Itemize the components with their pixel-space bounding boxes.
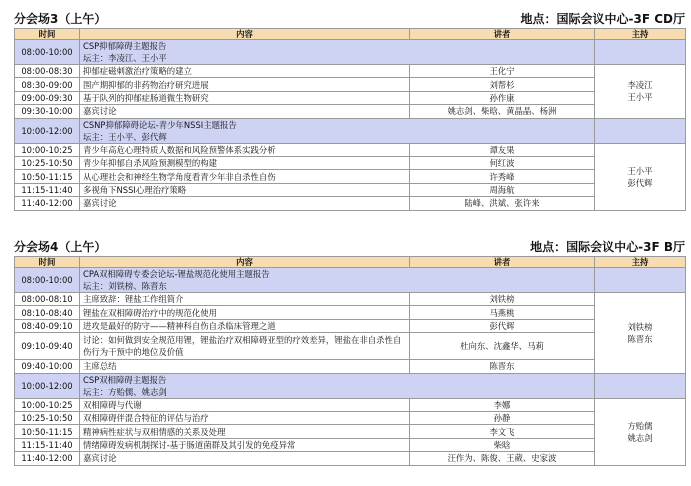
header-content: 内容	[80, 257, 410, 268]
host-name: 姚志剑	[627, 432, 653, 443]
block-title-cell	[80, 268, 595, 293]
header-time: 时间	[15, 29, 80, 40]
row-time: 08:10-08:40	[15, 306, 80, 319]
block-title-cell	[80, 118, 595, 143]
row-speaker: 王化宁	[410, 65, 595, 78]
row-speaker: 陆峰、洪斌、张许来	[410, 197, 595, 210]
table-row	[15, 398, 686, 411]
table-row	[15, 156, 686, 169]
table-row	[15, 78, 686, 91]
session-4	[14, 238, 685, 466]
row-time: 11:40-12:00	[15, 197, 80, 210]
table-row	[15, 170, 686, 183]
row-time: 10:25-10:50	[15, 411, 80, 424]
block-header-row	[15, 268, 686, 293]
host-name: 陈晋东	[627, 333, 653, 344]
row-speaker: 姚志剑、柴晗、黄晶晶、杨洲	[410, 105, 595, 118]
row-speaker: 柴晗	[410, 438, 595, 451]
row-time: 09:40-10:00	[15, 360, 80, 373]
table-row	[15, 91, 686, 104]
schedule-table	[14, 256, 686, 466]
row-content: 基于队列的抑郁症肠道微生物研究	[80, 91, 410, 104]
row-content: 抑郁症磁刺激治疗策略的建立	[80, 65, 410, 78]
block-host-empty	[595, 268, 686, 293]
row-speaker: 何红波	[410, 156, 595, 169]
row-speaker: 汪作为、陈俊、王葳、史家波	[410, 452, 595, 465]
table-row	[15, 306, 686, 319]
row-speaker: 彭代辉	[410, 319, 595, 332]
row-content: 进攻是最好的防守——精神科自伤自杀临床管理之道	[80, 319, 410, 332]
table-header-row	[15, 29, 686, 40]
row-content: 青少年高危心理特质人数据和风险预警体系实践分析	[80, 143, 410, 156]
row-time: 09:10-09:40	[15, 333, 80, 360]
table-row	[15, 319, 686, 332]
header-time: 时间	[15, 257, 80, 268]
block-host	[595, 398, 686, 465]
row-content: 精神病性症状与双相情感的关系及处理	[80, 425, 410, 438]
block-title-cell	[80, 40, 595, 65]
row-time: 10:25-10:50	[15, 156, 80, 169]
block-chairs: 坛主：李凌江、王小平	[83, 53, 167, 63]
header-host: 主持	[595, 257, 686, 268]
table-row	[15, 65, 686, 78]
row-time: 08:00-08:30	[15, 65, 80, 78]
header-content: 内容	[80, 29, 410, 40]
table-row	[15, 293, 686, 306]
row-content: 从心理社会和神经生物学角度看青少年非自杀性自伤	[80, 170, 410, 183]
row-content: 多视角下NSSI心理治疗策略	[80, 183, 410, 196]
session-title: 分会场4（上午）	[14, 240, 107, 254]
table-row	[15, 143, 686, 156]
row-speaker: 陈晋东	[410, 360, 595, 373]
block-title-cell	[80, 373, 595, 398]
session-title: 分会场3（上午）	[14, 12, 107, 26]
host-name: 王小平	[627, 92, 653, 103]
block-host-empty	[595, 118, 686, 143]
row-time: 08:30-09:00	[15, 78, 80, 91]
block-title: CSNP抑郁障碍论坛-青少年NSSI主题报告	[83, 119, 237, 130]
table-row	[15, 425, 686, 438]
row-speaker: 马燕桃	[410, 306, 595, 319]
host-name: 刘铁榜	[627, 321, 653, 332]
row-speaker: 刘帮杉	[410, 78, 595, 91]
block-header-row	[15, 40, 686, 65]
row-content: 主席总结	[80, 360, 410, 373]
header-host: 主持	[595, 29, 686, 40]
row-time: 11:15-11:40	[15, 438, 80, 451]
block-time: 10:00-12:00	[15, 118, 80, 143]
table-row	[15, 105, 686, 118]
row-content: 双相障碍伴混合特征的评估与治疗	[80, 411, 410, 424]
row-content: 讨论：如何做到安全规范用锂，锂盐治疗双相障碍亚型的疗效差异，锂盐在非自杀性自伤行为干预中的地位及价值	[80, 333, 410, 360]
row-speaker: 孙静	[410, 411, 595, 424]
row-content: 嘉宾讨论	[80, 105, 410, 118]
row-time: 11:40-12:00	[15, 452, 80, 465]
row-content: 青少年抑郁自杀风险预测模型的构建	[80, 156, 410, 169]
row-time: 10:00-10:25	[15, 143, 80, 156]
table-row	[15, 438, 686, 451]
block-title: CSP抑郁障碍主题报告	[83, 41, 167, 51]
host-name: 王小平	[627, 165, 653, 176]
block-host	[595, 293, 686, 374]
row-time: 09:00-09:30	[15, 91, 80, 104]
row-time: 11:15-11:40	[15, 183, 80, 196]
row-time: 10:00-10:25	[15, 398, 80, 411]
block-host	[595, 65, 686, 119]
row-speaker: 许秀峰	[410, 170, 595, 183]
header-speaker: 讲者	[410, 29, 595, 40]
session-location: 地点：国际会议中心-3F B厅	[530, 240, 685, 254]
schedule-table	[14, 28, 686, 211]
row-time: 09:30-10:00	[15, 105, 80, 118]
row-content: 主席致辞：锂盐工作组简介	[80, 293, 410, 306]
row-speaker: 李文飞	[410, 425, 595, 438]
row-content: 嘉宾讨论	[80, 197, 410, 210]
table-row	[15, 183, 686, 196]
table-row	[15, 360, 686, 373]
block-title: CSP双相障碍主题报告	[83, 374, 167, 385]
session-header	[14, 238, 685, 256]
row-time: 10:50-11:15	[15, 425, 80, 438]
row-content: 嘉宾讨论	[80, 452, 410, 465]
block-time: 10:00-12:00	[15, 373, 80, 398]
row-speaker: 杜向东、沈鑫华、马莉	[410, 333, 595, 360]
table-header-row	[15, 257, 686, 268]
block-host-empty	[595, 40, 686, 65]
block-header-row	[15, 373, 686, 398]
table-row	[15, 197, 686, 210]
row-speaker: 谭友果	[410, 143, 595, 156]
block-chairs: 坛主：王小平、彭代辉	[83, 131, 167, 142]
block-host	[595, 143, 686, 210]
row-content: 情绪障碍发病机制探讨-基于肠道菌群及其引发的免疫异常	[80, 438, 410, 451]
row-time: 10:50-11:15	[15, 170, 80, 183]
row-speaker: 刘铁榜	[410, 293, 595, 306]
row-speaker: 孙作康	[410, 91, 595, 104]
block-time: 08:00-10:00	[15, 268, 80, 293]
session-3	[14, 10, 685, 211]
row-content: 锂盐在双相障碍治疗中的规范化使用	[80, 306, 410, 319]
row-content: 双相障碍与代谢	[80, 398, 410, 411]
table-row	[15, 452, 686, 465]
host-name: 方贻儒	[627, 420, 653, 431]
row-time: 08:00-08:10	[15, 293, 80, 306]
block-chairs: 坛主：刘铁榜、陈晋东	[83, 281, 167, 291]
block-chairs: 坛主：方贻儒、姚志剑	[83, 386, 167, 397]
host-name: 彭代辉	[627, 177, 653, 188]
row-time: 08:40-09:10	[15, 319, 80, 332]
block-header-row	[15, 118, 686, 143]
table-row	[15, 411, 686, 424]
block-time: 08:00-10:00	[15, 40, 80, 65]
row-speaker: 周海航	[410, 183, 595, 196]
row-speaker: 李娜	[410, 398, 595, 411]
header-speaker: 讲者	[410, 257, 595, 268]
block-title: CPA双相障碍专委会论坛-锂盐规范化使用主题报告	[83, 269, 270, 279]
row-content: 围产期抑郁的非药物治疗研究进展	[80, 78, 410, 91]
host-name: 李凌江	[627, 80, 653, 91]
table-row	[15, 333, 686, 360]
session-location: 地点：国际会议中心-3F CD厅	[520, 12, 685, 26]
block-host-empty	[595, 373, 686, 398]
session-header	[14, 10, 685, 28]
